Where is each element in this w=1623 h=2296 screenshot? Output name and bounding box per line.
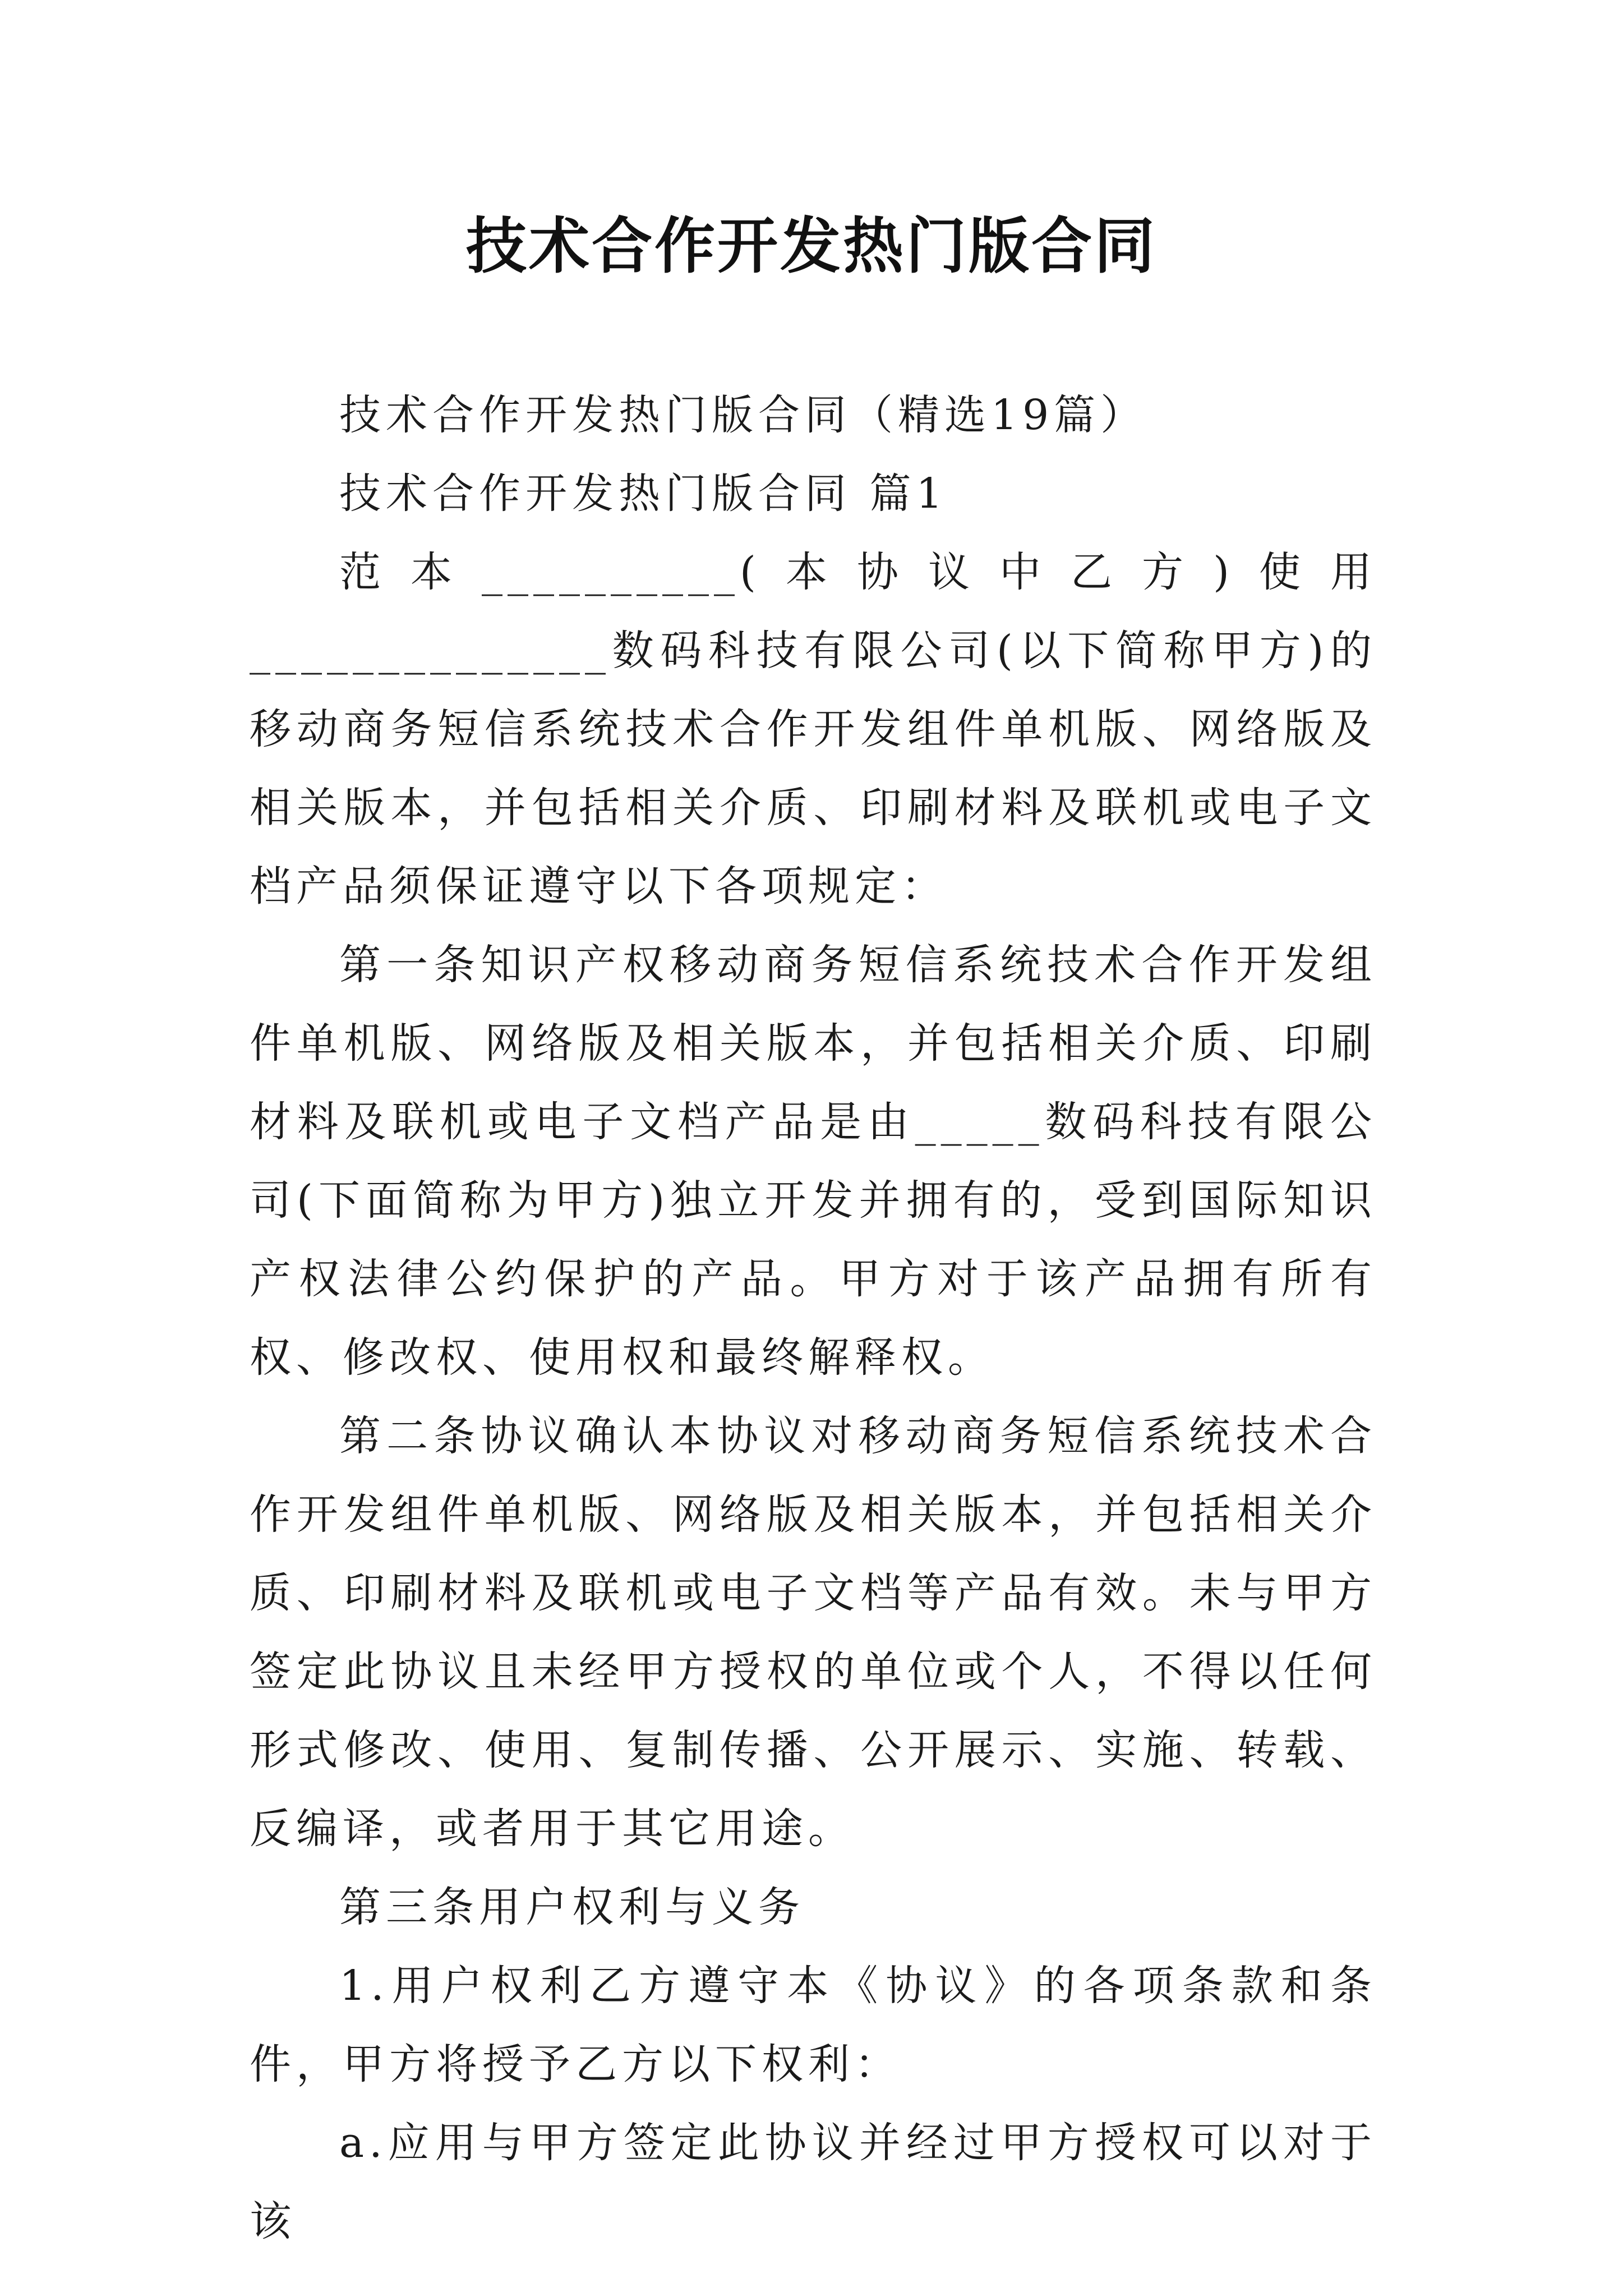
article-3-heading: 第三条用户权利与义务 [339,1883,805,1931]
clause-a-paragraph: a.应用与甲方签定此协议并经过甲方授权可以对于该 [250,2119,1377,2246]
article-1-paragraph: 第一条知识产权移动商务短信系统技术合作开发组件单机版、网络版及相关版本，并包括相关介质、印刷材料及联机或电子文档产品是由_____数码科技有限公司(下面简称为甲方)独立开发并拥有的，受到国际知识产权法律公约保护的产品。甲方对于该产品拥有所有权、修改权、使用权和最终解释权。 [250,941,1377,1382]
intro-paragraph: 范本__________(本协议中乙方)使用______________数码科技有限公司(以下简称甲方)的移动商务短信系统技术合作开发组件单机版、网络版及相关版本，并包括相关介质、印刷材料及联机或电子文档产品须保证遵守以下各项规定： [250,548,1377,910]
user-rights-paragraph: 1.用户权利乙方遵守本《协议》的各项条款和条件，甲方将授予乙方以下权利： [250,1962,1377,2088]
document-title: 技术合作开发热门版合同 [465,211,1157,282]
section-heading: 技术合作开发热门版合同 篇1 [339,470,948,518]
document-body [250,376,1377,2261]
subtitle-paragraph: 技术合作开发热门版合同（精选19篇） [339,391,1147,439]
article-2-paragraph: 第二条协议确认本协议对移动商务短信系统技术合作开发组件单机版、网络版及相关版本，并包括相关介质、印刷材料及联机或电子文档等产品有效。未与甲方签定此协议且未经甲方授权的单位或个人，不得以任何形式修改、使用、复制传播、公开展示、实施、转载、反编译，或者用于其它用途。 [250,1412,1377,1853]
